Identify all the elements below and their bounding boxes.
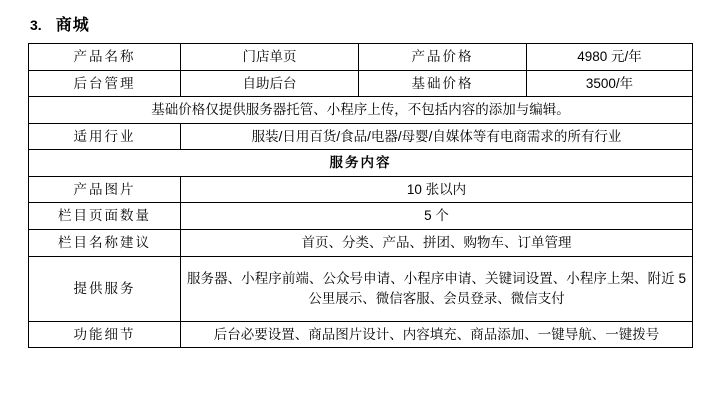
table-row: [29, 229, 693, 256]
table-row: [29, 256, 693, 321]
column-names-label: 栏目名称建议: [29, 229, 181, 256]
industry-label: 适用行业: [29, 123, 181, 150]
heading-number: 3.: [30, 17, 42, 33]
table-row: [29, 70, 693, 97]
product-images-value: 10 张以内: [181, 176, 693, 203]
services-value: 服务器、小程序前端、公众号申请、小程序申请、关键词设置、小程序上架、附近 5 公里展示、微信客服、会员登录、微信支付: [181, 256, 693, 321]
page-title: [30, 12, 692, 35]
table-row: [29, 203, 693, 230]
cell-backend-value: 自助后台: [181, 70, 359, 97]
features-value: 后台必要设置、商品图片设计、内容填充、商品添加、一键导航、一键拨号: [181, 321, 693, 348]
spec-table: [28, 43, 693, 348]
cell-product-name-value: 门店单页: [181, 44, 359, 71]
industry-value: 服装/日用百货/食品/电器/母婴/自媒体等有电商需求的所有行业: [181, 123, 693, 150]
product-images-label: 产品图片: [29, 176, 181, 203]
base-price-note: 基础价格仅提供服务器托管、小程序上传，不包括内容的添加与编辑。: [29, 97, 693, 124]
cell-product-price-value: 4980 元/年: [527, 44, 693, 71]
table-row: [29, 176, 693, 203]
features-label: 功能细节: [29, 321, 181, 348]
cell-backend-label: 后台管理: [29, 70, 181, 97]
cell-base-price-value: 3500/年: [527, 70, 693, 97]
services-label: 提供服务: [29, 256, 181, 321]
heading-title: 商城: [55, 17, 90, 34]
cell-product-price-label: 产品价格: [359, 44, 527, 71]
table-row-section: [29, 150, 693, 177]
table-row-industry: [29, 123, 693, 150]
table-row: [29, 321, 693, 348]
column-names-value: 首页、分类、产品、拼团、购物车、订单管理: [181, 229, 693, 256]
page-count-value: 5 个: [181, 203, 693, 230]
page-count-label: 栏目页面数量: [29, 203, 181, 230]
cell-product-name-label: 产品名称: [29, 44, 181, 71]
table-row: [29, 44, 693, 71]
table-row-note: [29, 97, 693, 124]
cell-base-price-label: 基础价格: [359, 70, 527, 97]
service-section-title: 服务内容: [29, 150, 693, 177]
